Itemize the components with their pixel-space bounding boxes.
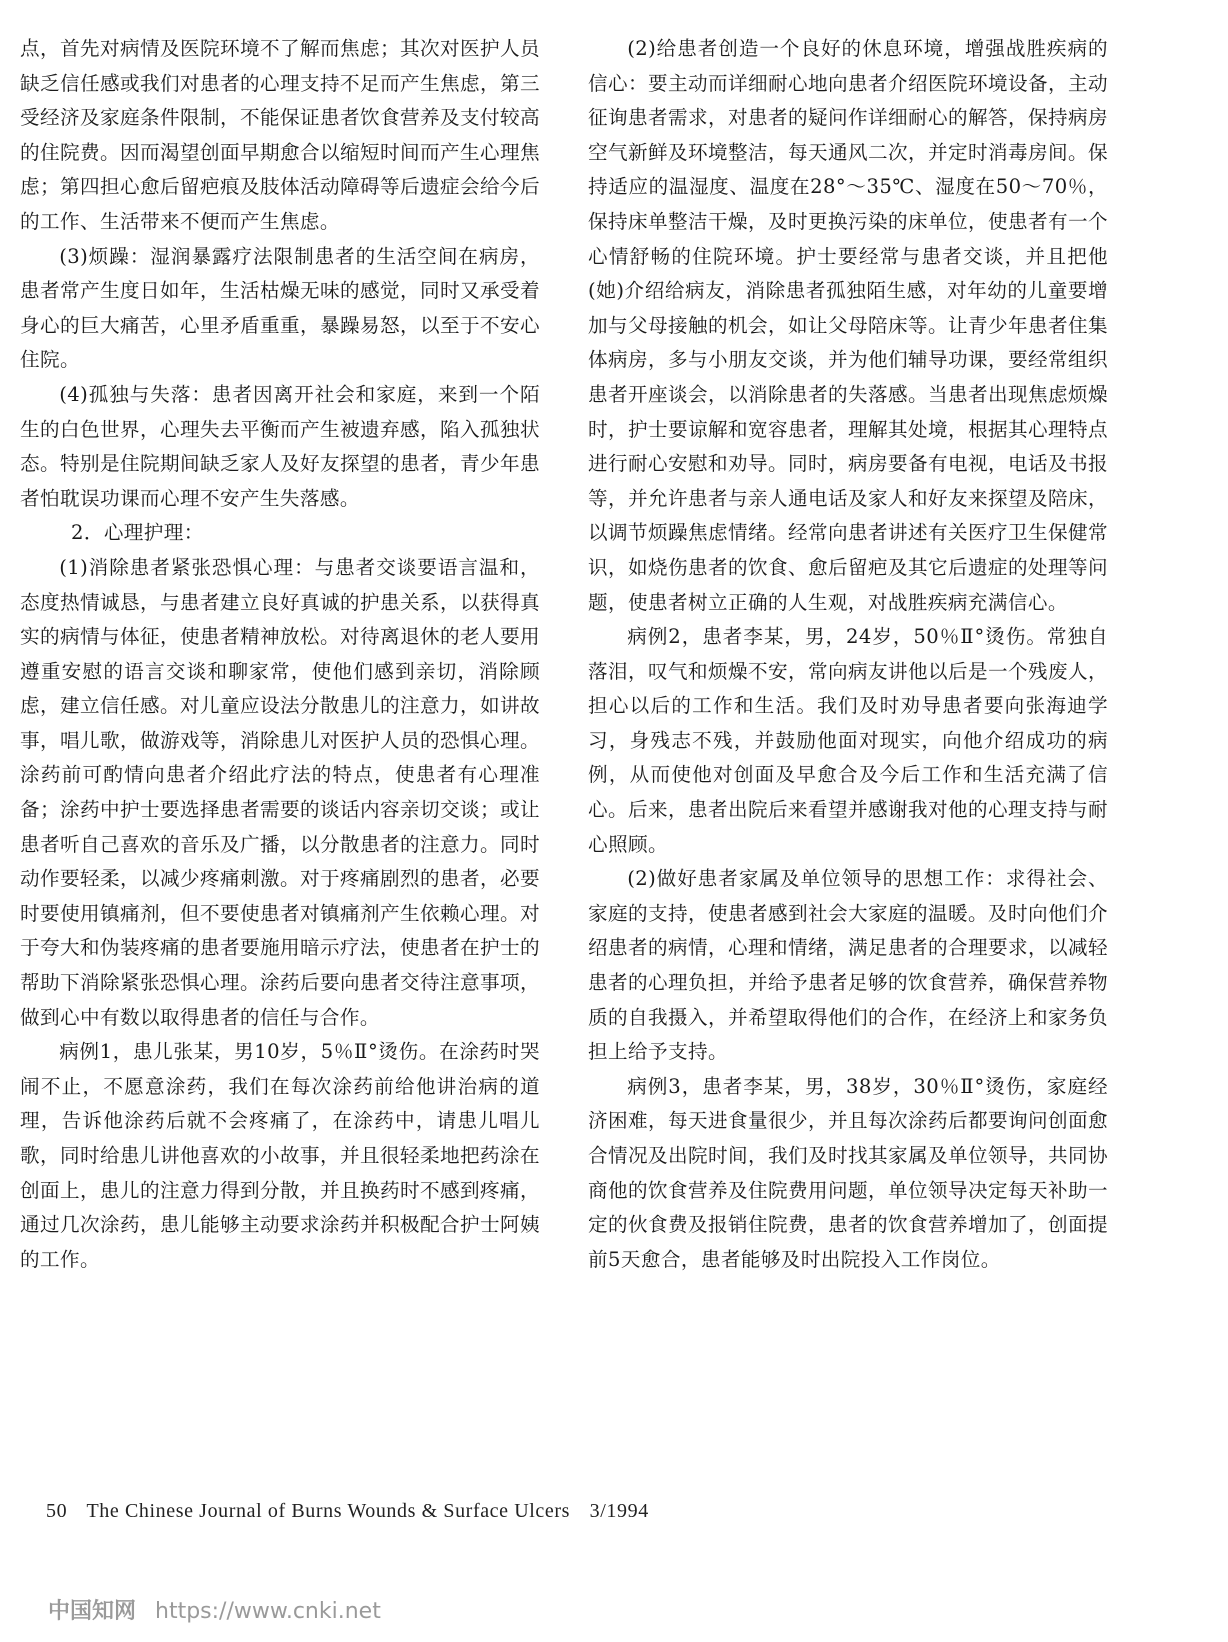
section-heading: 2．心理护理：	[70, 521, 204, 545]
page-footer	[46, 1500, 663, 1523]
page-number: 50	[46, 1500, 68, 1522]
paragraph: 病例2，患者李某，男，24岁，50％Ⅱ°烫伤。常独自落泪，叹气和烦燥不安，常向病友讲他以后是一个残废人，担心以后的工作和生活。我们及时劝导患者要向张海迪学习，身残志不残，并鼓励他面对现实，向他介绍成功的病例，从而使他对创面及早愈合及今后工作和生活充满了信心。后来，患者出院后来看望并感谢我对他的心理支持与耐心照顾。	[588, 625, 1108, 856]
watermark-url: https://www.cnki.net	[155, 1599, 381, 1624]
paragraph: (2)做好患者家属及单位领导的思想工作：求得社会、家庭的支持，使患者感到社会大家庭的温暖。及时向他们介绍患者的病情，心理和情绪，满足患者的合理要求，以减轻患者的心理负担，并给予患者足够的饮食营养，确保营养物质的自我摄入，并希望取得他们的合作，在经济上和家务负担上给予支持。	[588, 867, 1108, 1064]
paragraph: 病例1，患儿张某，男10岁，5％Ⅱ°烫伤。在涂药时哭闹不止，不愿意涂药，我们在每次涂药前给他讲治病的道理，告诉他涂药后就不会疼痛了，在涂药中，请患儿唱儿歌，同时给患儿讲他喜欢的小故事，并且很轻柔地把药涂在创面上，患儿的注意力得到分散，并且换药时不感到疼痛，通过几次涂药，患儿能够主动要求涂药并积极配合护士阿姨的工作。	[20, 1040, 540, 1271]
paragraph: (2)给患者创造一个良好的休息环境，增强战胜疾病的信心：要主动而详细耐心地向患者介绍医院环境设备，主动征询患者需求，对患者的疑问作详细耐心的解答，保持病房空气新鲜及环境整洁，每天通风二次，并定时消毒房间。保持适应的温湿度、温度在28°～35℃、湿度在50～70％，保持床单整洁干燥，及时更换污染的床单位，使患者有一个心情舒畅的住院环境。护士要经常与患者交谈，并且把他(她)介绍给病友，消除患者孤独陌生感，对年幼的儿童要增加与父母接触的机会，如让父母陪床等。让青少年患者住集体病房，多与小朋友交谈，并为他们辅导功课，要经常组织患者开座谈会，以消除患者的失落感。当患者出现焦虑烦燥时，护士要谅解和宽容患者，理解其处境，根据其心理特点进行耐心安慰和劝导。同时，病房要备有电视，电话及书报等，并允许患者与亲人通电话及家人和好友来探望及陪床，以调节烦躁焦虑情绪。经常向患者讲述有关医疗卫生保健常识，如烧伤患者的饮食、愈后留疤及其它后遗症的处理等问题，使患者树立正确的人生观，对战胜疾病充满信心。	[588, 37, 1108, 614]
left-column	[20, 32, 540, 1277]
issue-number: 3/1994	[589, 1500, 649, 1522]
right-column	[588, 32, 1108, 1277]
paragraph: 点，首先对病情及医院环境不了解而焦虑；其次对医护人员缺乏信任感或我们对患者的心理支持不足而产生焦虑，第三受经济及家庭条件限制，不能保证患者饮食营养及支付较高的住院费。因而渴望创面早期愈合以缩短时间而产生心理焦虑；第四担心愈后留疤痕及肢体活动障碍等后遗症会给今后的工作、生活带来不便而产生焦虑。	[20, 37, 540, 233]
journal-title: The Chinese Journal of Burns Wounds & Surface Ulcers	[86, 1500, 571, 1522]
paragraph: (4)孤独与失落：患者因离开社会和家庭，来到一个陌生的白色世界，心理失去平衡而产生被遗弃感，陷入孤独状态。特别是住院期间缺乏家人及好友探望的患者，青少年患者怕耽误功课而心理不安产生失落感。	[20, 382, 540, 510]
cnki-watermark	[48, 1594, 381, 1625]
cnki-logo: 中国知网	[48, 1599, 137, 1624]
paragraph: (3)烦躁：湿润暴露疗法限制患者的生活空间在病房，患者常产生度日如年，生活枯燥无味的感觉，同时又承受着身心的巨大痛苦，心里矛盾重重，暴躁易怒，以至于不安心住院。	[20, 244, 540, 372]
paragraph: 病例3，患者李某，男，38岁，30％Ⅱ°烫伤，家庭经济困难，每天进食量很少，并且每次涂药后都要询问创面愈合情况及出院时间，我们及时找其家属及单位领导，共同协商他的饮食营养及住院费用问题，单位领导决定每天补助一定的伙食费及报销住院费，患者的饮食营养增加了，创面提前5天愈合，患者能够及时出院投入工作岗位。	[588, 1074, 1108, 1271]
paragraph: (1)消除患者紧张恐惧心理：与患者交谈要语言温和，态度热情诚恳，与患者建立良好真诚的护患关系，以获得真实的病情与体征，使患者精神放松。对待离退休的老人要用遵重安慰的语言交谈和聊家常，使他们感到亲切，消除顾虑，建立信任感。对儿童应设法分散患儿的注意力，如讲故事，唱儿歌，做游戏等，消除患儿对医护人员的恐惧心理。涂药前可酌情向患者介绍此疗法的特点，使患者有心理准备；涂药中护士要选择患者需要的谈话内容亲切交谈；或让患者听自己喜欢的音乐及广播，以分散患者的注意力。同时动作要轻柔，以减少疼痛刺激。对于疼痛剧烈的患者，必要时要使用镇痛剂，但不要使患者对镇痛剂产生依赖心理。对于夸大和伪装疼痛的患者要施用暗示疗法，使患者在护士的帮助下消除紧张恐惧心理。涂药后要向患者交待注意事项，做到心中有数以取得患者的信任与合作。	[20, 555, 540, 1029]
